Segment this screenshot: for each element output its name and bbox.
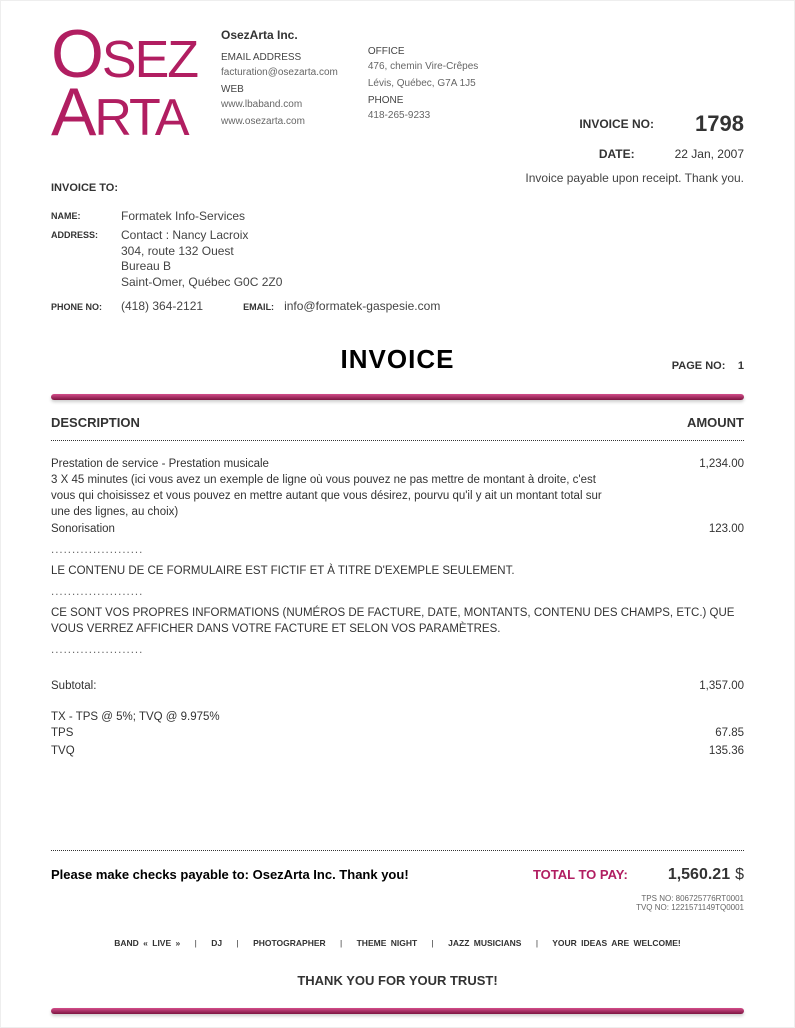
footer-divider: [51, 1008, 744, 1014]
client-phone: (418) 364-2121: [121, 298, 204, 313]
company-phone: 418-265-9233: [367, 110, 431, 121]
client-info-section: INVOICE TO: NAME: Formatek Info-Services ADDRESS: Contact : Nancy Lacroix 304, route 132 Ouest Bureau B Saint-Omer, Québec G0C 2Z0 PHONE NO: (418) 364-2121 EMAIL: info@formatek-gaspesie.com: [51, 182, 744, 315]
item-table-header: DESCRIPTION AMOUNT: [51, 415, 744, 441]
company-web-2[interactable]: www.osezarta.com: [221, 116, 305, 127]
subtotals-section: Subtotal: 1,357.00 TX - TPS @ 5%; TVQ @ 9.975% TPS 67.85 TVQ 135.36: [51, 680, 744, 758]
invoice-metadata: INVOICE NO: 1798 DATE: 22 Jan, 2007 Invoice payable upon receipt. Thank you.: [525, 111, 744, 185]
page-indicator: PAGE NO: 1: [671, 360, 744, 373]
client-name: Formatek Info-Services: [121, 208, 246, 223]
company-web-1[interactable]: www.lbaband.com: [221, 99, 303, 110]
item-table-body: Prestation de service - Prestation musicale 3 X 45 minutes (ici vous avez un exemple de ligne où vous pouvez ne pas mettre de montant à droite, c'est vous qui choisissez et vous pouvez en mettre autant que vous désirez, pourvu qu'il y ait un montant total sur une des lignes, au choix) 1,234.00 Sonorisation 123.00 ...................... LE CONTENU DE CE FORMULAIRE EST FICTIF ET À TITRE D'EXEMPLE SEULEMENT. ...................... CE SONT VOS PROPRES INFORMATIONS (NUMÉROS DE FACTURE, DATE, MONTANTS, CONTENU DES CHAMPS, ETC.) QUE VOUS VERREZ AFFICHER DANS VOTRE FACTURE ET SELON VOS PARAMÈTRES. ...................... Subtotal: 1,357.00 TX - TPS @ 5%; TVQ @ 9.975% TPS 67.85 TVQ 135.36: [51, 456, 744, 759]
company-email[interactable]: facturation@osezarta.com: [221, 67, 338, 78]
invoice-date: 22 Jan, 2007: [674, 147, 744, 161]
header-divider: [51, 394, 744, 400]
invoice-title-area: INVOICE PAGE NO: 1: [340, 344, 744, 375]
client-address: Contact : Nancy Lacroix 304, route 132 Ouest Bureau B Saint-Omer, Québec G0C 2Z0: [121, 228, 283, 289]
company-logo: OSEZ ARTA: [51, 16, 198, 150]
receipt-instruction: Invoice payable upon receipt. Thank you.: [525, 171, 744, 185]
grand-total: TOTAL TO PAY: 1,560.21 $: [532, 865, 744, 883]
disclaimer-1: LE CONTENU DE CE FORMULAIRE EST FICTIF ET À TITRE D'EXEMPLE SEULEMENT.: [51, 564, 515, 577]
thank-you-message: THANK YOU FOR YOUR TRUST!: [297, 972, 498, 988]
company-details: OsezArta Inc. EMAIL ADDRESS facturation@osezarta.com WEB www.lbaband.com www.osezarta.com OFFICE 476, chemin Vire-Crêpes Lévis, Québec, G7A 1J5 PHONE 418-265-9233: [221, 28, 479, 127]
company-name: OsezArta Inc.: [221, 28, 298, 42]
table-row-1: Prestation de service - Prestation musicale 3 X 45 minutes (ici vous avez un exemple de ligne où vous pouvez ne pas mettre de montant à droite, c'est vous qui choisissez et vous pouvez en mettre autant que vous désirez, pourvu qu'il y ait un montant total sur une des lignes, au choix) 1,234.00: [51, 458, 744, 519]
table-row-2: Sonorisation 123.00: [51, 522, 744, 535]
services-links: BAND « LIVE » | DJ | PHOTOGRAPHER | THEME NIGHT | JAZZ MUSICIANS | YOUR IDEAS ARE WELCOME!: [114, 937, 681, 948]
tax-ids: TPS NO: 806725776RT0001 TVQ NO: 1221571149TQ0001: [636, 893, 744, 913]
invoice-header: [51, 16, 744, 185]
client-email[interactable]: info@formatek-gaspesie.com: [284, 298, 441, 313]
footer-main: Please make checks payable to: OsezArta Inc. Thank you! TOTAL TO PAY: 1,560.21 $: [51, 850, 744, 884]
disclaimer-2: CE SONT VOS PROPRES INFORMATIONS (NUMÉROS DE FACTURE, DATE, MONTANTS, CONTENU DES CHAMPS, ETC.) QUE VOUS VERREZ AFFICHER DANS VOTRE FACTURE ET SELON VOS PARAMÈTRES.: [51, 606, 735, 635]
invoice-number: 1798: [695, 111, 744, 136]
